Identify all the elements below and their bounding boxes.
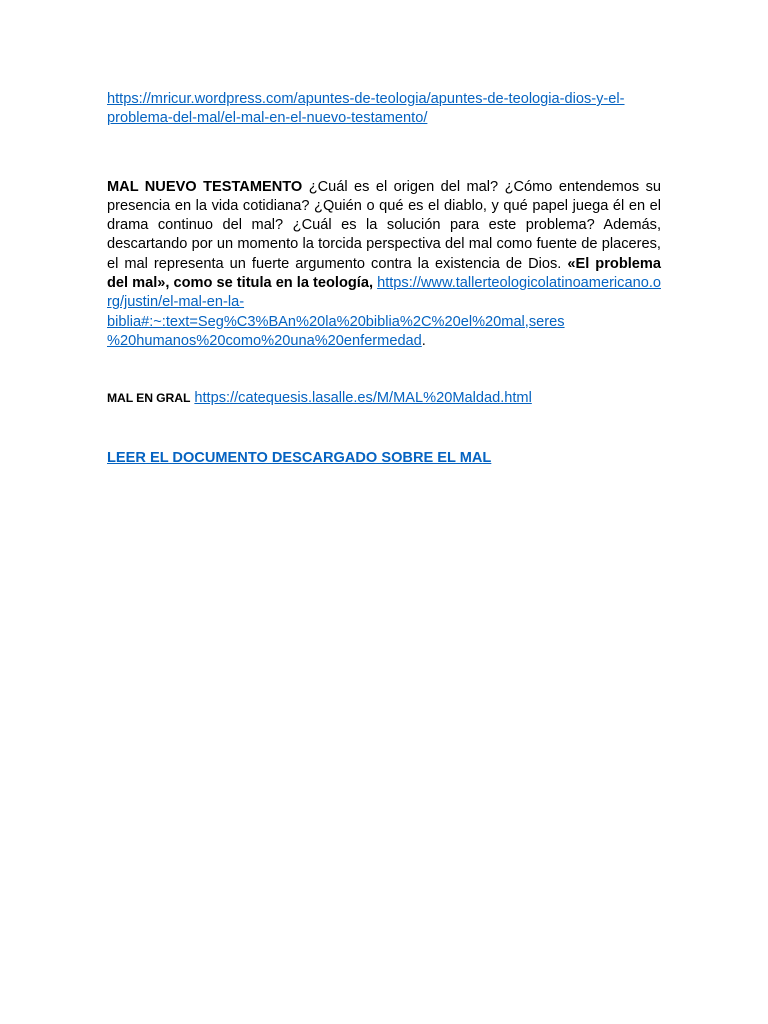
mricur-link[interactable]	[107, 90, 661, 129]
mricur-link-line-2: problema-del-mal/el-mal-en-el-nuevo-testamento/	[107, 110, 428, 127]
mricur-link-line-1: https://mricur.wordpress.com/apuntes-de-teologia/apuntes-de-teologia-dios-y-el-	[107, 91, 625, 107]
mal-en-gral-line	[107, 389, 661, 408]
leer-documento-link[interactable]: LEER EL DOCUMENTO DESCARGADO SOBRE EL MAL	[107, 449, 492, 466]
nuevo-testamento-heading: MAL NUEVO TESTAMENTO	[107, 178, 303, 195]
taller-link-line-1: https://www.tallerteologicolatinoamericano.org/justin/el-mal-en-la-	[107, 275, 661, 311]
taller-link-line-2: biblia#:~:text=Seg%C3%BAn%20la%20biblia%2C%20el%20mal,seres	[107, 313, 565, 330]
problema-del-mal-quote: «El problema del mal», como se titula en la teología,	[107, 255, 661, 292]
nuevo-testamento-body: ¿Cuál es el origen del mal? ¿Cómo entendemos su presencia en la vida cotidiana? ¿Quién o qué es el diablo, y qué papel juega él en el drama continuo del mal? ¿Cuál es la solución para este problema? Además, descartando por un momento la torcida perspectiva del mal como fuente de placeres, el mal representa un fuerte argumento contra la existencia de Dios.	[107, 178, 661, 272]
taller-link-line-3: %20humanos%20como%20una%20enfermedad	[107, 332, 422, 349]
lasalle-link[interactable]: https://catequesis.lasalle.es/M/MAL%20Maldad.html	[194, 390, 532, 407]
document-page	[107, 90, 661, 468]
paragraph-period: .	[421, 332, 426, 349]
nuevo-testamento-paragraph	[107, 178, 661, 352]
mal-en-gral-label: MAL EN GRAL	[107, 391, 191, 406]
